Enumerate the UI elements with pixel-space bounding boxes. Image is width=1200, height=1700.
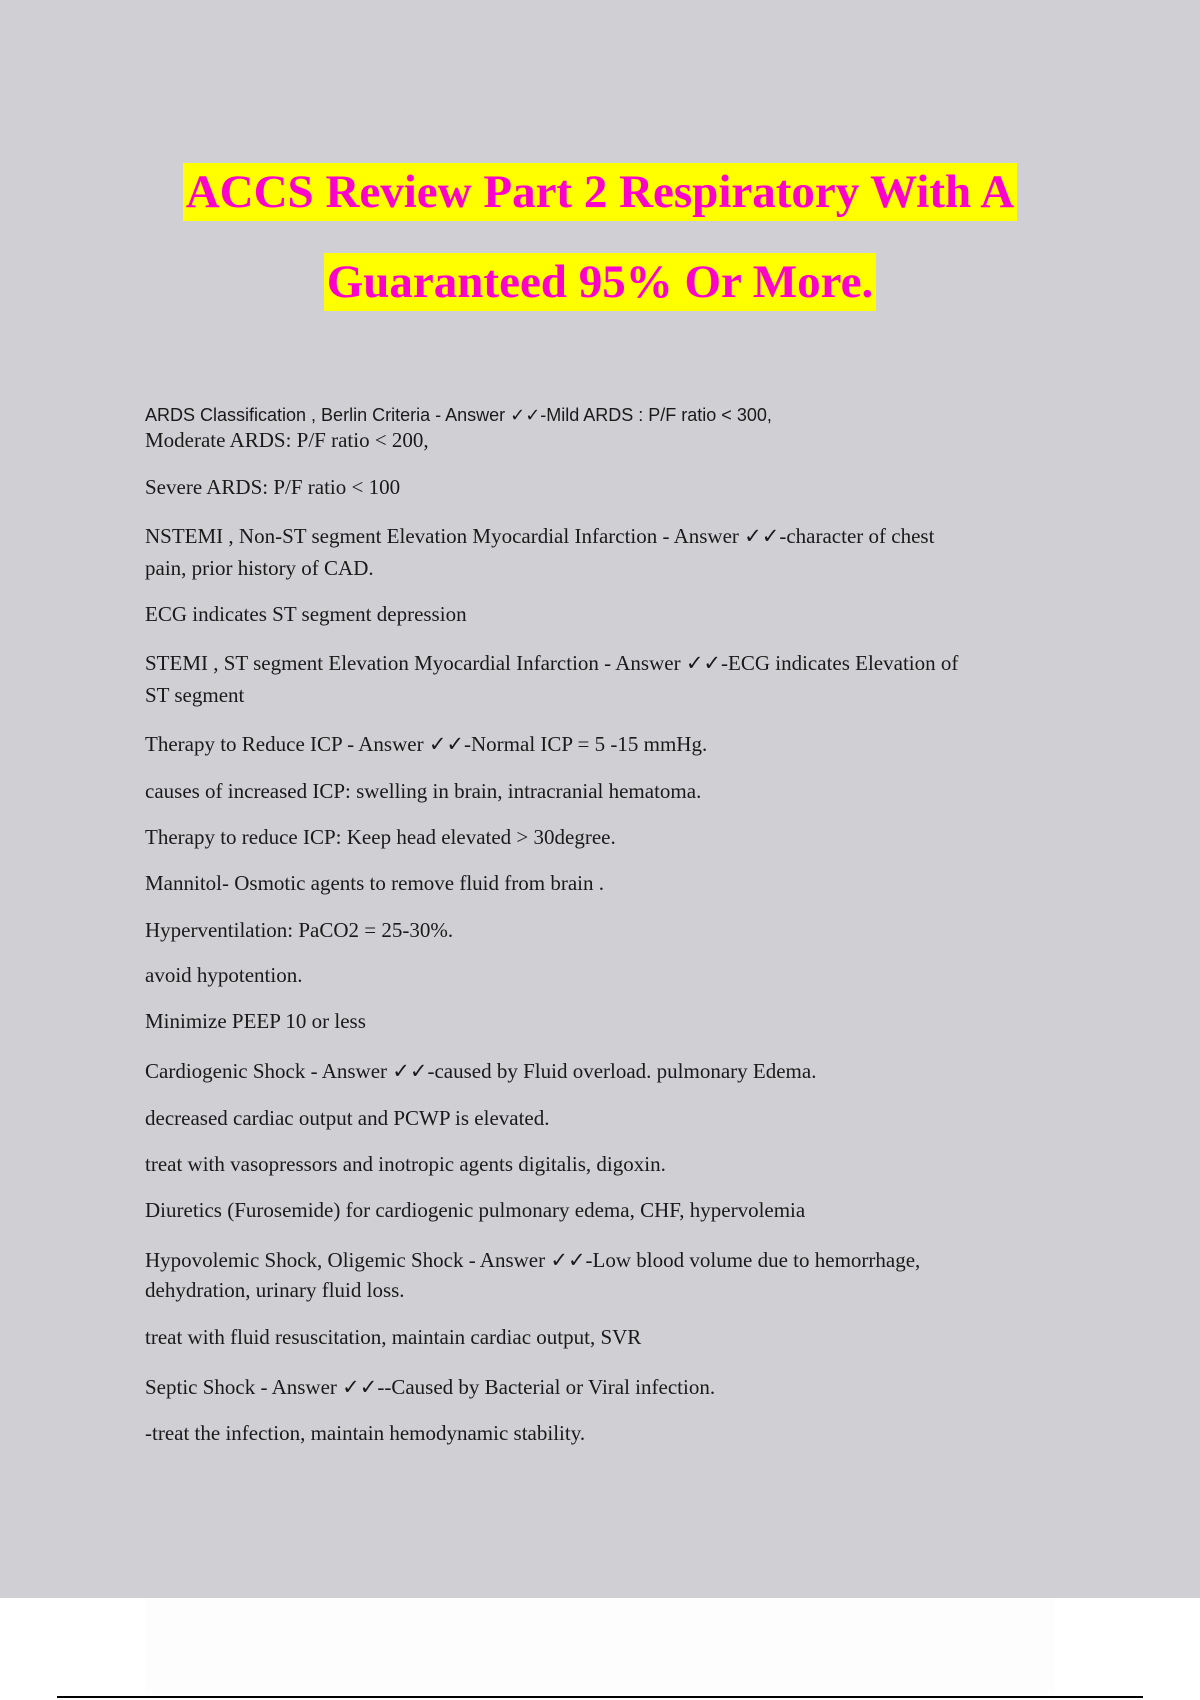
nstemi-continued-line: pain, prior history of CAD. xyxy=(145,556,374,580)
icp-therapy-line: Therapy to Reduce ICP - Answer ✓✓-Normal ICP = 5 -15 mmHg. xyxy=(145,732,708,756)
cardiogenic-shock-line: Cardiogenic Shock - Answer ✓✓-caused by Fluid overload. pulmonary Edema. xyxy=(145,1059,817,1083)
ards-moderate-line: Moderate ARDS: P/F ratio < 200, xyxy=(145,428,429,452)
fluid-resuscitation-line: treat with fluid resuscitation, maintain cardiac output, SVR xyxy=(145,1325,642,1349)
hyperventilation-line: Hyperventilation: PaCO2 = 25-30%. xyxy=(145,918,454,942)
cardiac-output-line: decreased cardiac output and PCWP is elevated. xyxy=(145,1106,550,1130)
vasopressors-line: treat with vasopressors and inotropic agents digitalis, digoxin. xyxy=(145,1152,666,1176)
ecg-depression-line: ECG indicates ST segment depression xyxy=(145,602,467,626)
nstemi-line: NSTEMI , Non-ST segment Elevation Myocardial Infarction - Answer ✓✓-character of chest xyxy=(145,524,935,548)
ards-severe-line: Severe ARDS: P/F ratio < 100 xyxy=(145,475,401,499)
page-divider xyxy=(57,1696,1143,1698)
icp-causes-line: causes of increased ICP: swelling in brain, intracranial hematoma. xyxy=(145,779,702,803)
treat-infection-line: -treat the infection, maintain hemodynamic stability. xyxy=(145,1421,586,1445)
stemi-continued-line: ST segment xyxy=(145,683,245,707)
diuretics-line: Diuretics (Furosemide) for cardiogenic pulmonary edema, CHF, hypervolemia xyxy=(145,1198,806,1222)
avoid-hypotension-line: avoid hypotention. xyxy=(145,963,303,987)
document-title xyxy=(0,163,1200,311)
minimize-peep-line: Minimize PEEP 10 or less xyxy=(145,1009,366,1033)
stemi-line: STEMI , ST segment Elevation Myocardial Infarction - Answer ✓✓-ECG indicates Elevation of xyxy=(145,651,959,675)
title-line-2: Guaranteed 95% Or More. xyxy=(324,253,877,311)
hypovolemic-continued-line: dehydration, urinary fluid loss. xyxy=(145,1278,405,1302)
icp-head-elevation-line: Therapy to reduce ICP: Keep head elevated > 30degree. xyxy=(145,825,616,849)
next-page-preview xyxy=(145,1598,1055,1694)
hypovolemic-shock-line: Hypovolemic Shock, Oligemic Shock - Answer ✓✓-Low blood volume due to hemorrhage, xyxy=(145,1248,921,1272)
septic-shock-line: Septic Shock - Answer ✓✓--Caused by Bacterial or Viral infection. xyxy=(145,1375,716,1399)
title-line-1: ACCS Review Part 2 Respiratory With A xyxy=(183,163,1018,221)
mannitol-line: Mannitol- Osmotic agents to remove fluid from brain . xyxy=(145,871,604,895)
ards-classification-line: ARDS Classification , Berlin Criteria - Answer ✓✓-Mild ARDS : P/F ratio < 300, xyxy=(145,405,772,425)
